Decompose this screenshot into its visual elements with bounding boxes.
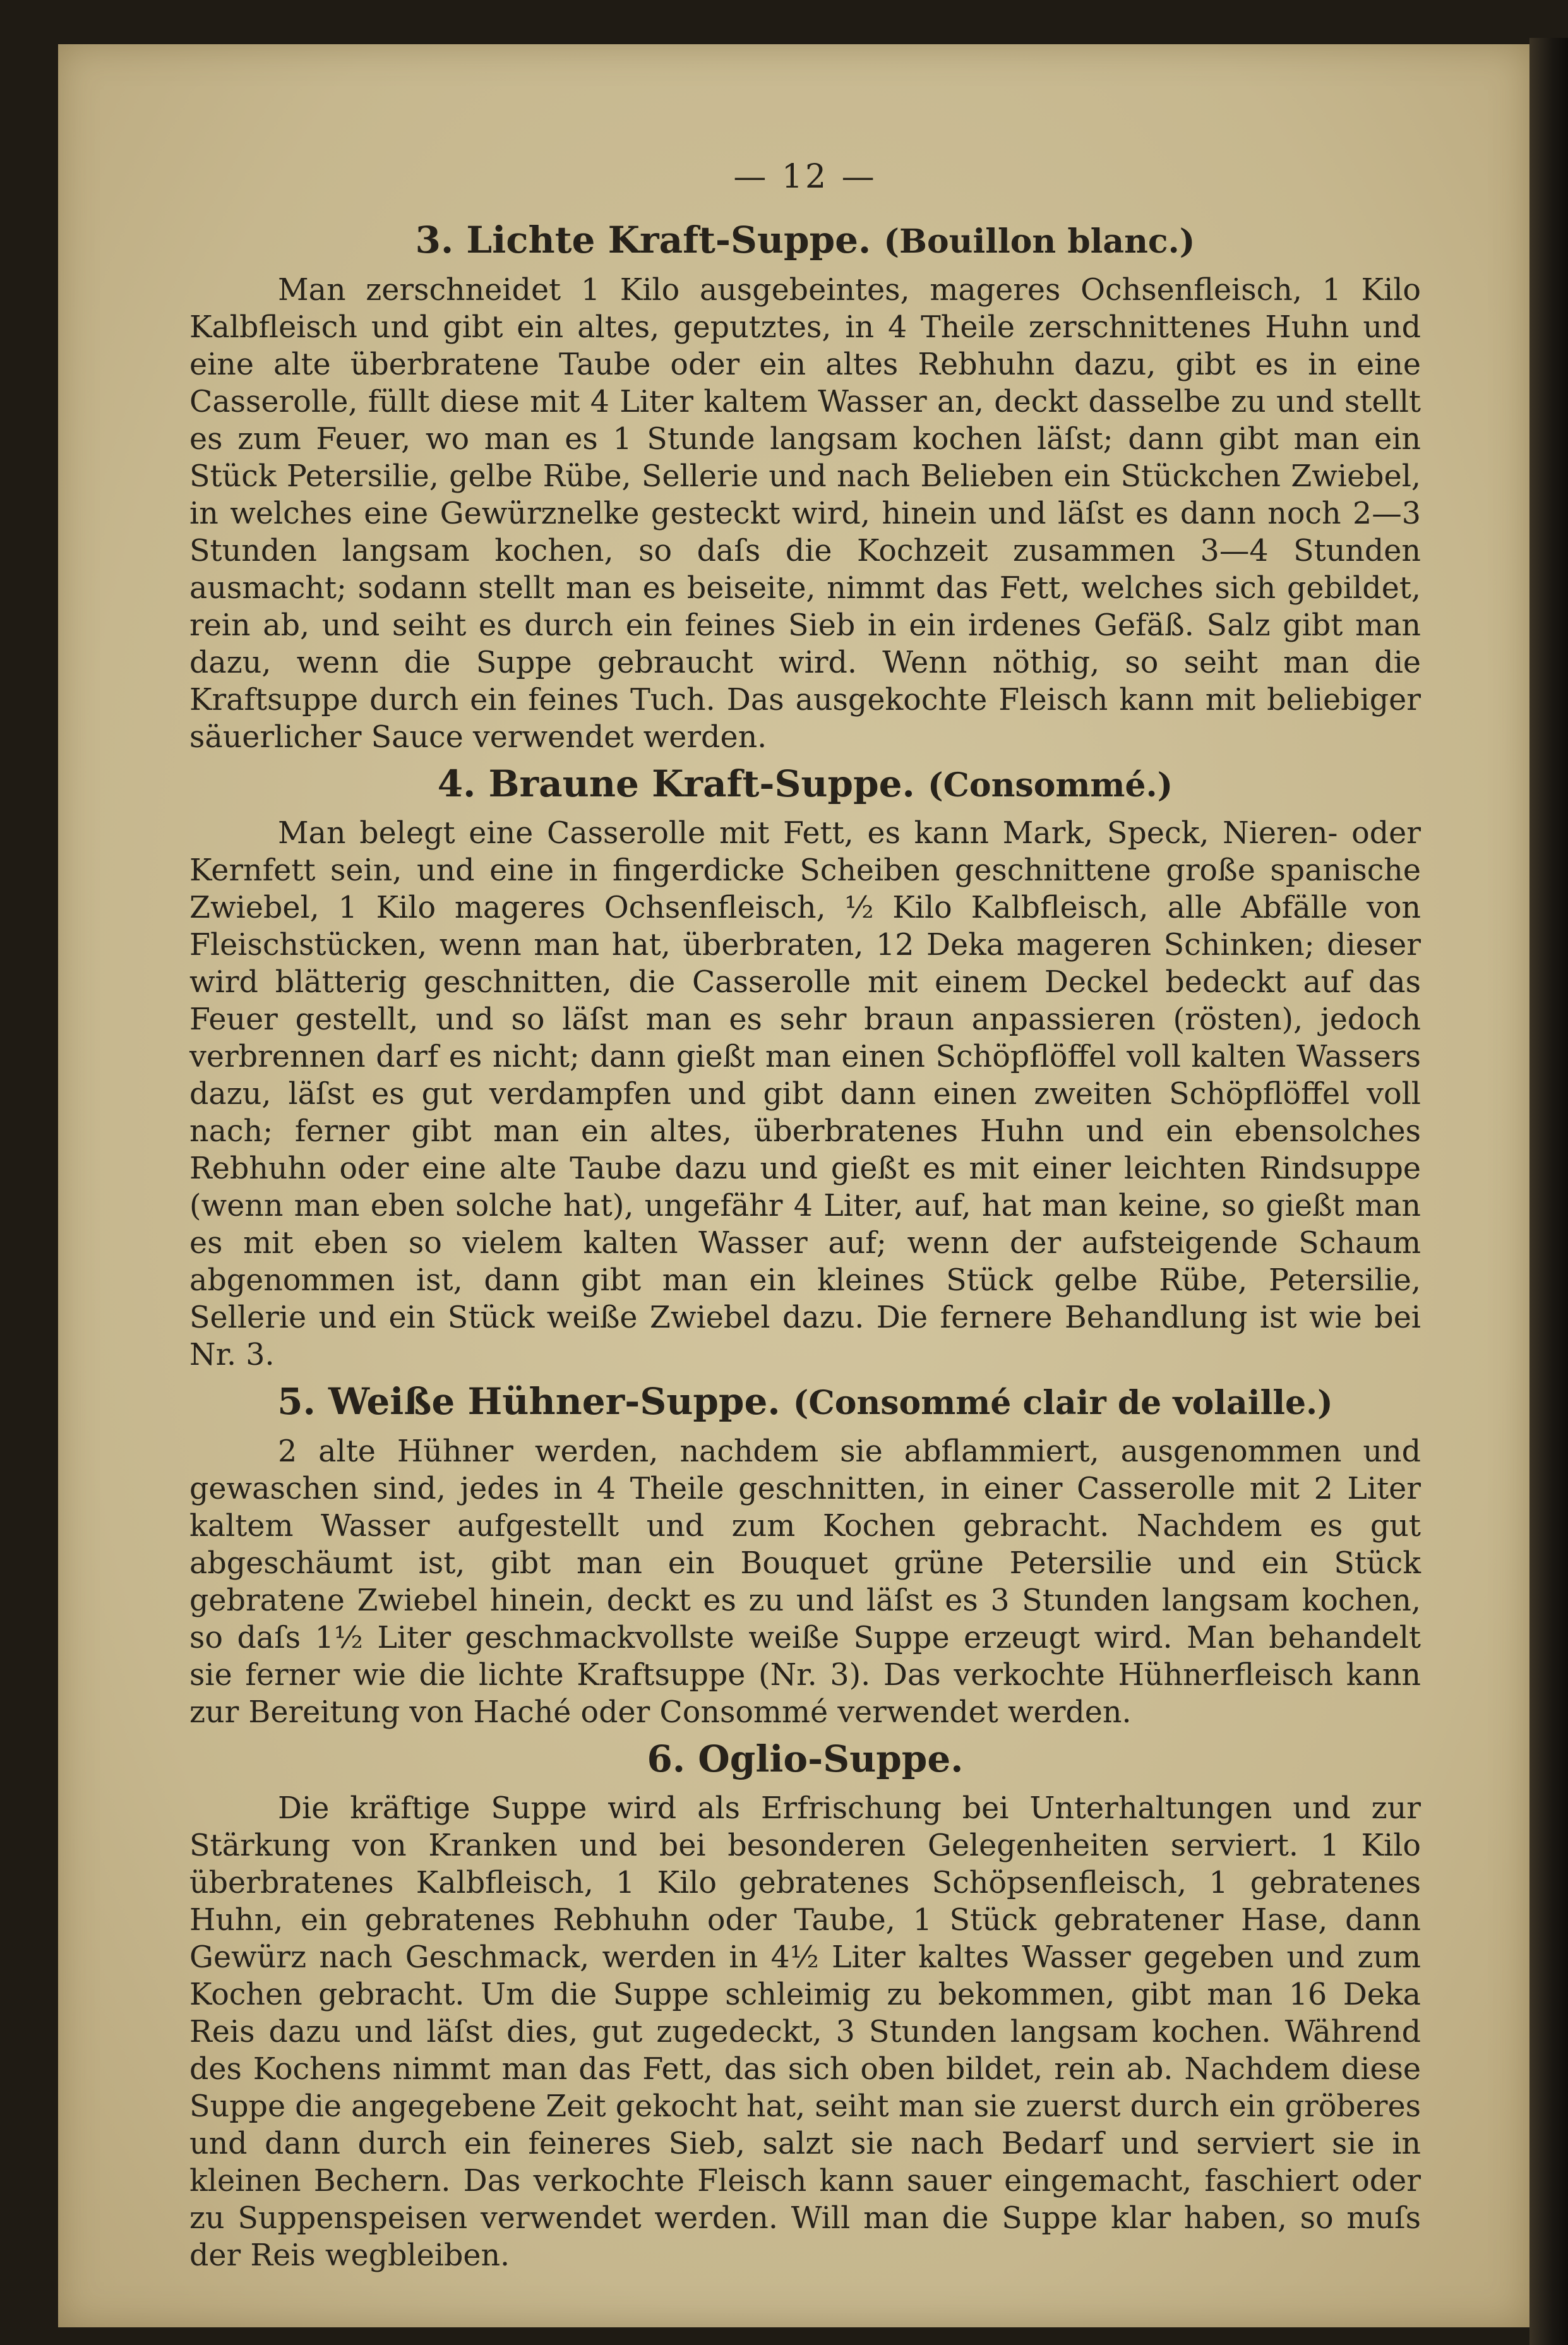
section-paragraph: Man belegt eine Casserolle mit Fett, es kann Mark, Speck, Nieren- oder Kernfett sein, und eine in fingerdicke Scheiben geschnittene große spanische Zwiebel, 1 Kilo mageres Ochsenfleisch, ½ Kilo Kalbfleisch, alle Abfälle von Fleischstücken, wenn man hat, überbraten, 12 Deka mageren Schinken; dieser wird blätterig geschnitten, die Casserolle mit einem Deckel bedeckt auf das Feuer gestellt, und so läſst man es sehr braun anpassieren (rösten), jedoch verbrennen darf es nicht; dann gießt man einen Schöpflöffel voll kalten Wassers dazu, läſst es gut verdampfen und gibt dann einen zweiten Schöpflöffel voll nach; ferner gibt man ein altes, überbratenes Huhn und ein ebensolches Rebhuhn oder eine alte Taube dazu und gießt es mit einer leichten Rindsuppe (wenn man eben solche hat), ungefähr 4 Liter, auf, hat man keine, so gießt man es mit eben so vielem kalten Wasser auf; wenn der aufsteigende Schaum abgenommen ist, dann gibt man ein kleines Stück gelbe Rübe, Petersilie, Sellerie und ein Stück weiße Zwiebel dazu. Die fernere Behandlung ist wie bei Nr. 3. [189,816,1421,1373]
section-title: 6. Oglio-Suppe. [647,1737,964,1780]
section-heading-6 [189,1737,1421,1782]
section-title-french: (Bouillon blanc.) [883,222,1195,261]
page-text [189,158,1421,2278]
section-title-french: (Consommé.) [927,765,1173,805]
page-number: — 12 — [733,158,877,196]
section-heading-4 [189,762,1421,807]
section-paragraph: Die kräftige Suppe wird als Erfrischung bei Unterhaltungen und zur Stärkung von Kranken und bei besonderen Gelegenheiten serviert. 1 Kilo überbratenes Kalbfleisch, 1 Kilo gebratenes Schöpsenfleisch, 1 gebratenes Huhn, ein gebratenes Rebhuhn oder Taube, 1 Stück gebratener Hase, dann Gewürz nach Geschmack, werden in 4½ Liter kaltes Wasser gegeben und zum Kochen gebracht. Um die Suppe schleimig zu bekommen, gibt man 16 Deka Reis dazu und läſst dies, gut zugedeckt, 3 Stunden langsam kochen. Während des Kochens nimmt man das Fett, das sich oben bildet, rein ab. Nachdem diese Suppe die angegebene Zeit gekocht hat, seiht man sie zuerst durch ein gröberes und dann durch ein feineres Sieb, salzt sie nach Bedarf und serviert sie in kleinen Bechern. Das verkochte Fleisch kann sauer eingemacht, faschiert oder zu Suppenspeisen verwendet werden. Will man die Suppe klar haben, so muſs der Reis wegbleiben. [189,1791,1421,2274]
section-heading-5 [189,1380,1421,1424]
section-paragraph: Man zerschneidet 1 Kilo ausgebeintes, mageres Ochsenfleisch, 1 Kilo Kalbfleisch und gibt ein altes, geputztes, in 4 Theile zerschnittenes Huhn und eine alte überbratene Taube oder ein altes Rebhuhn dazu, gibt es in eine Casserolle, füllt diese mit 4 Liter kaltem Wasser an, deckt dasselbe zu und stellt es zum Feuer, wo man es 1 Stunde langsam kochen läſst; dann gibt man ein Stück Petersilie, gelbe Rübe, Sellerie und nach Belieben ein Stückchen Zwiebel, in welches eine Gewürznelke gesteckt wird, hinein und läſst es dann noch 2—3 Stunden langsam kochen, so daſs die Kochzeit zusammen 3—4 Stunden ausmacht; sodann stellt man es beiseite, nimmt das Fett, welches sich gebildet, rein ab, und seiht es durch ein feines Sieb in ein irdenes Gefäß. Salz gibt man dazu, wenn die Suppe gebraucht wird. Wenn nöthig, so seiht man die Kraftsuppe durch ein feines Tuch. Das ausgekochte Fleisch kann mit beliebiger säuerlicher Sauce verwendet werden. [189,272,1421,755]
section-paragraph: 2 alte Hühner werden, nachdem sie abflammiert, ausgenommen und gewaschen sind, jedes in 4 Theile geschnitten, in einer Casserolle mit 2 Liter kaltem Wasser aufgestellt und zum Kochen gebracht. Nachdem es gut abgeschäumt ist, gibt man ein Bouquet grüne Petersilie und ein Stück gebratene Zwiebel hinein, deckt es zu und läſst es 3 Stunden langsam kochen, so daſs 1½ Liter geschmackvollste weiße Suppe erzeugt wird. Man behandelt sie ferner wie die lichte Kraftsuppe (Nr. 3). Das verkochte Hühnerfleisch kann zur Bereitung von Haché oder Consommé verwendet werden. [189,1434,1421,1730]
section-title: 3. Lichte Kraft-Suppe. [415,219,871,261]
section-title-french: (Consommé clair de volaille.) [793,1384,1333,1423]
section-title: 5. Weiße Hühner-Suppe. [277,1380,781,1424]
section-title: 4. Braune Kraft-Suppe. [437,762,915,805]
section-heading-3 [189,219,1421,263]
book-spine-edge [1529,38,1568,2345]
